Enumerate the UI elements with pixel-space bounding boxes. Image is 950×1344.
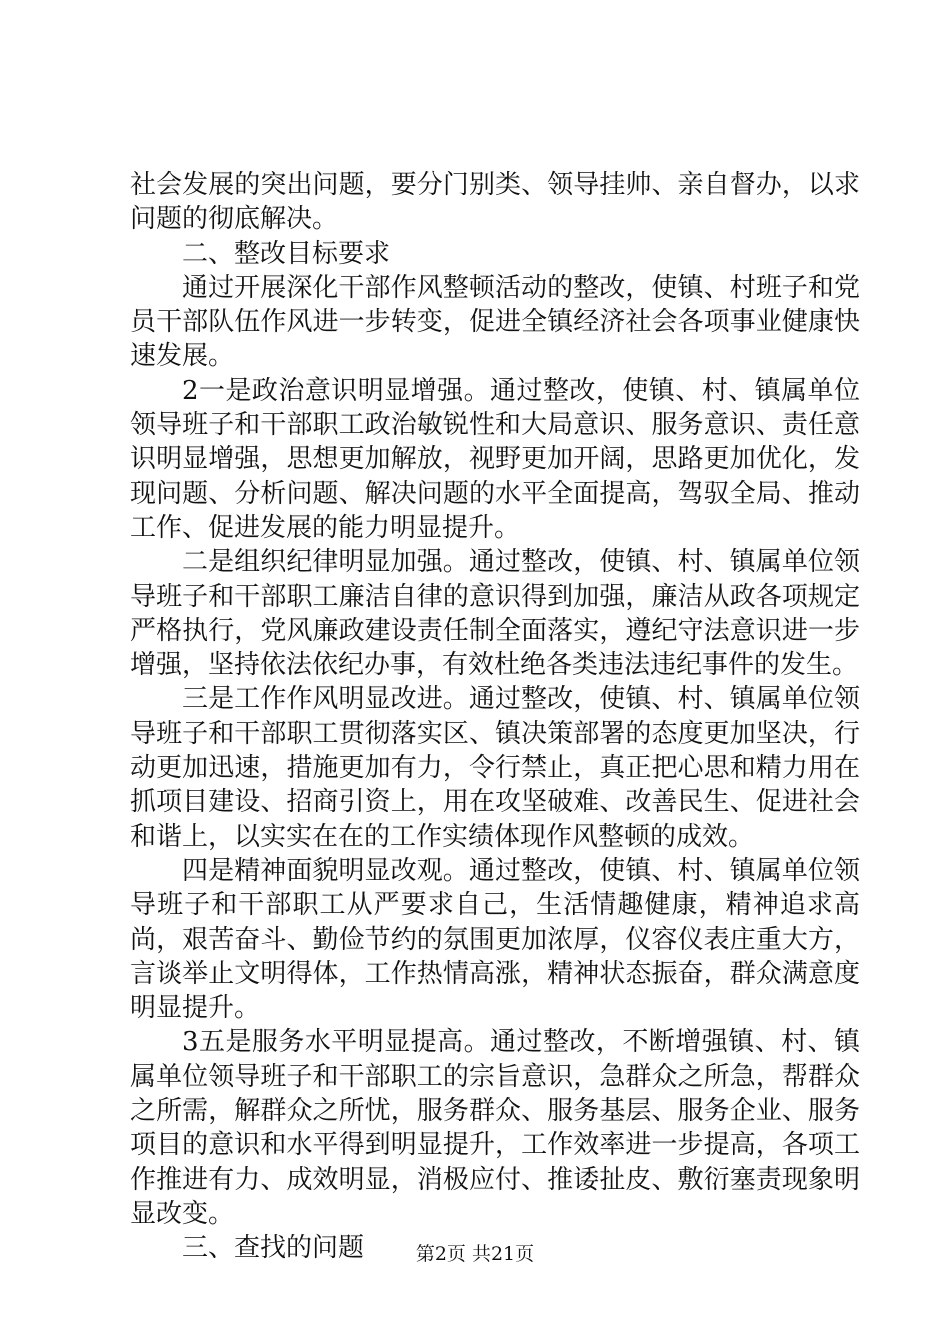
paragraph: 2一是政治意识明显增强。通过整改，使镇、村、镇属单位领导班子和干部职工政治敏锐性和大局意识、服务意识、责任意识明显增强，思想更加解放，视野更加开阔，思路更加优化，发现问题、分析问题、解决问题的水平全面提高，驾驭全局、推动工作、促进发展的能力明显提升。 bbox=[130, 375, 860, 543]
paragraph: 社会发展的突出问题，要分门别类、领导挂帅、亲自督办，以求问题的彻底解决。 bbox=[130, 170, 860, 235]
paragraph: 3五是服务水平明显提高。通过整改，不断增强镇、村、镇属单位领导班子和干部职工的宗旨意识，急群众之所急，帮群众之所需，解群众之所忧，服务群众、服务基层、服务企业、服务项目的意识和水平得到明显提升，工作效率进一步提高，各项工作推进有力、成效明显，消极应付、推诿扯皮、敷衍塞责现象明显改变。 bbox=[130, 1027, 860, 1229]
section-heading: 二、整改目标要求 bbox=[182, 238, 391, 269]
paragraph: 三是工作作风明显改进。通过整改，使镇、村、镇属单位领导班子和干部职工贯彻落实区、镇决策部署的态度更加坚决，行动更加迅速，措施更加有力，令行禁止，真正把心思和精力用在抓项目建设、招商引资上，用在攻坚破难、改善民生、促进社会和谐上，以实实在在的工作实绩体现作风整顿的成效。 bbox=[130, 684, 860, 852]
document-body bbox=[130, 168, 860, 1266]
section-heading: 三、查找的问题 bbox=[182, 1233, 365, 1264]
page-number-footer: 第2页 共21页 bbox=[415, 1243, 535, 1265]
paragraph: 二是组织纪律明显加强。通过整改，使镇、村、镇属单位领导班子和干部职工廉洁自律的意识得到加强，廉洁从政各项规定严格执行，党风廉政建设责任制全面落实，遵纪守法意识进一步增强，坚持依法依纪办事，有效杜绝各类违法违纪事件的发生。 bbox=[130, 547, 860, 681]
paragraph: 通过开展深化干部作风整顿活动的整改，使镇、村班子和党员干部队伍作风进一步转变，促进全镇经济社会各项事业健康快速发展。 bbox=[130, 272, 860, 372]
paragraph: 四是精神面貌明显改观。通过整改，使镇、村、镇属单位领导班子和干部职工从严要求自己，生活情趣健康，精神追求高尚，艰苦奋斗、勤俭节约的氛围更加浓厚，仪容仪表庄重大方，言谈举止文明得体，工作热情高涨，精神状态振奋，群众满意度明显提升。 bbox=[130, 855, 860, 1024]
